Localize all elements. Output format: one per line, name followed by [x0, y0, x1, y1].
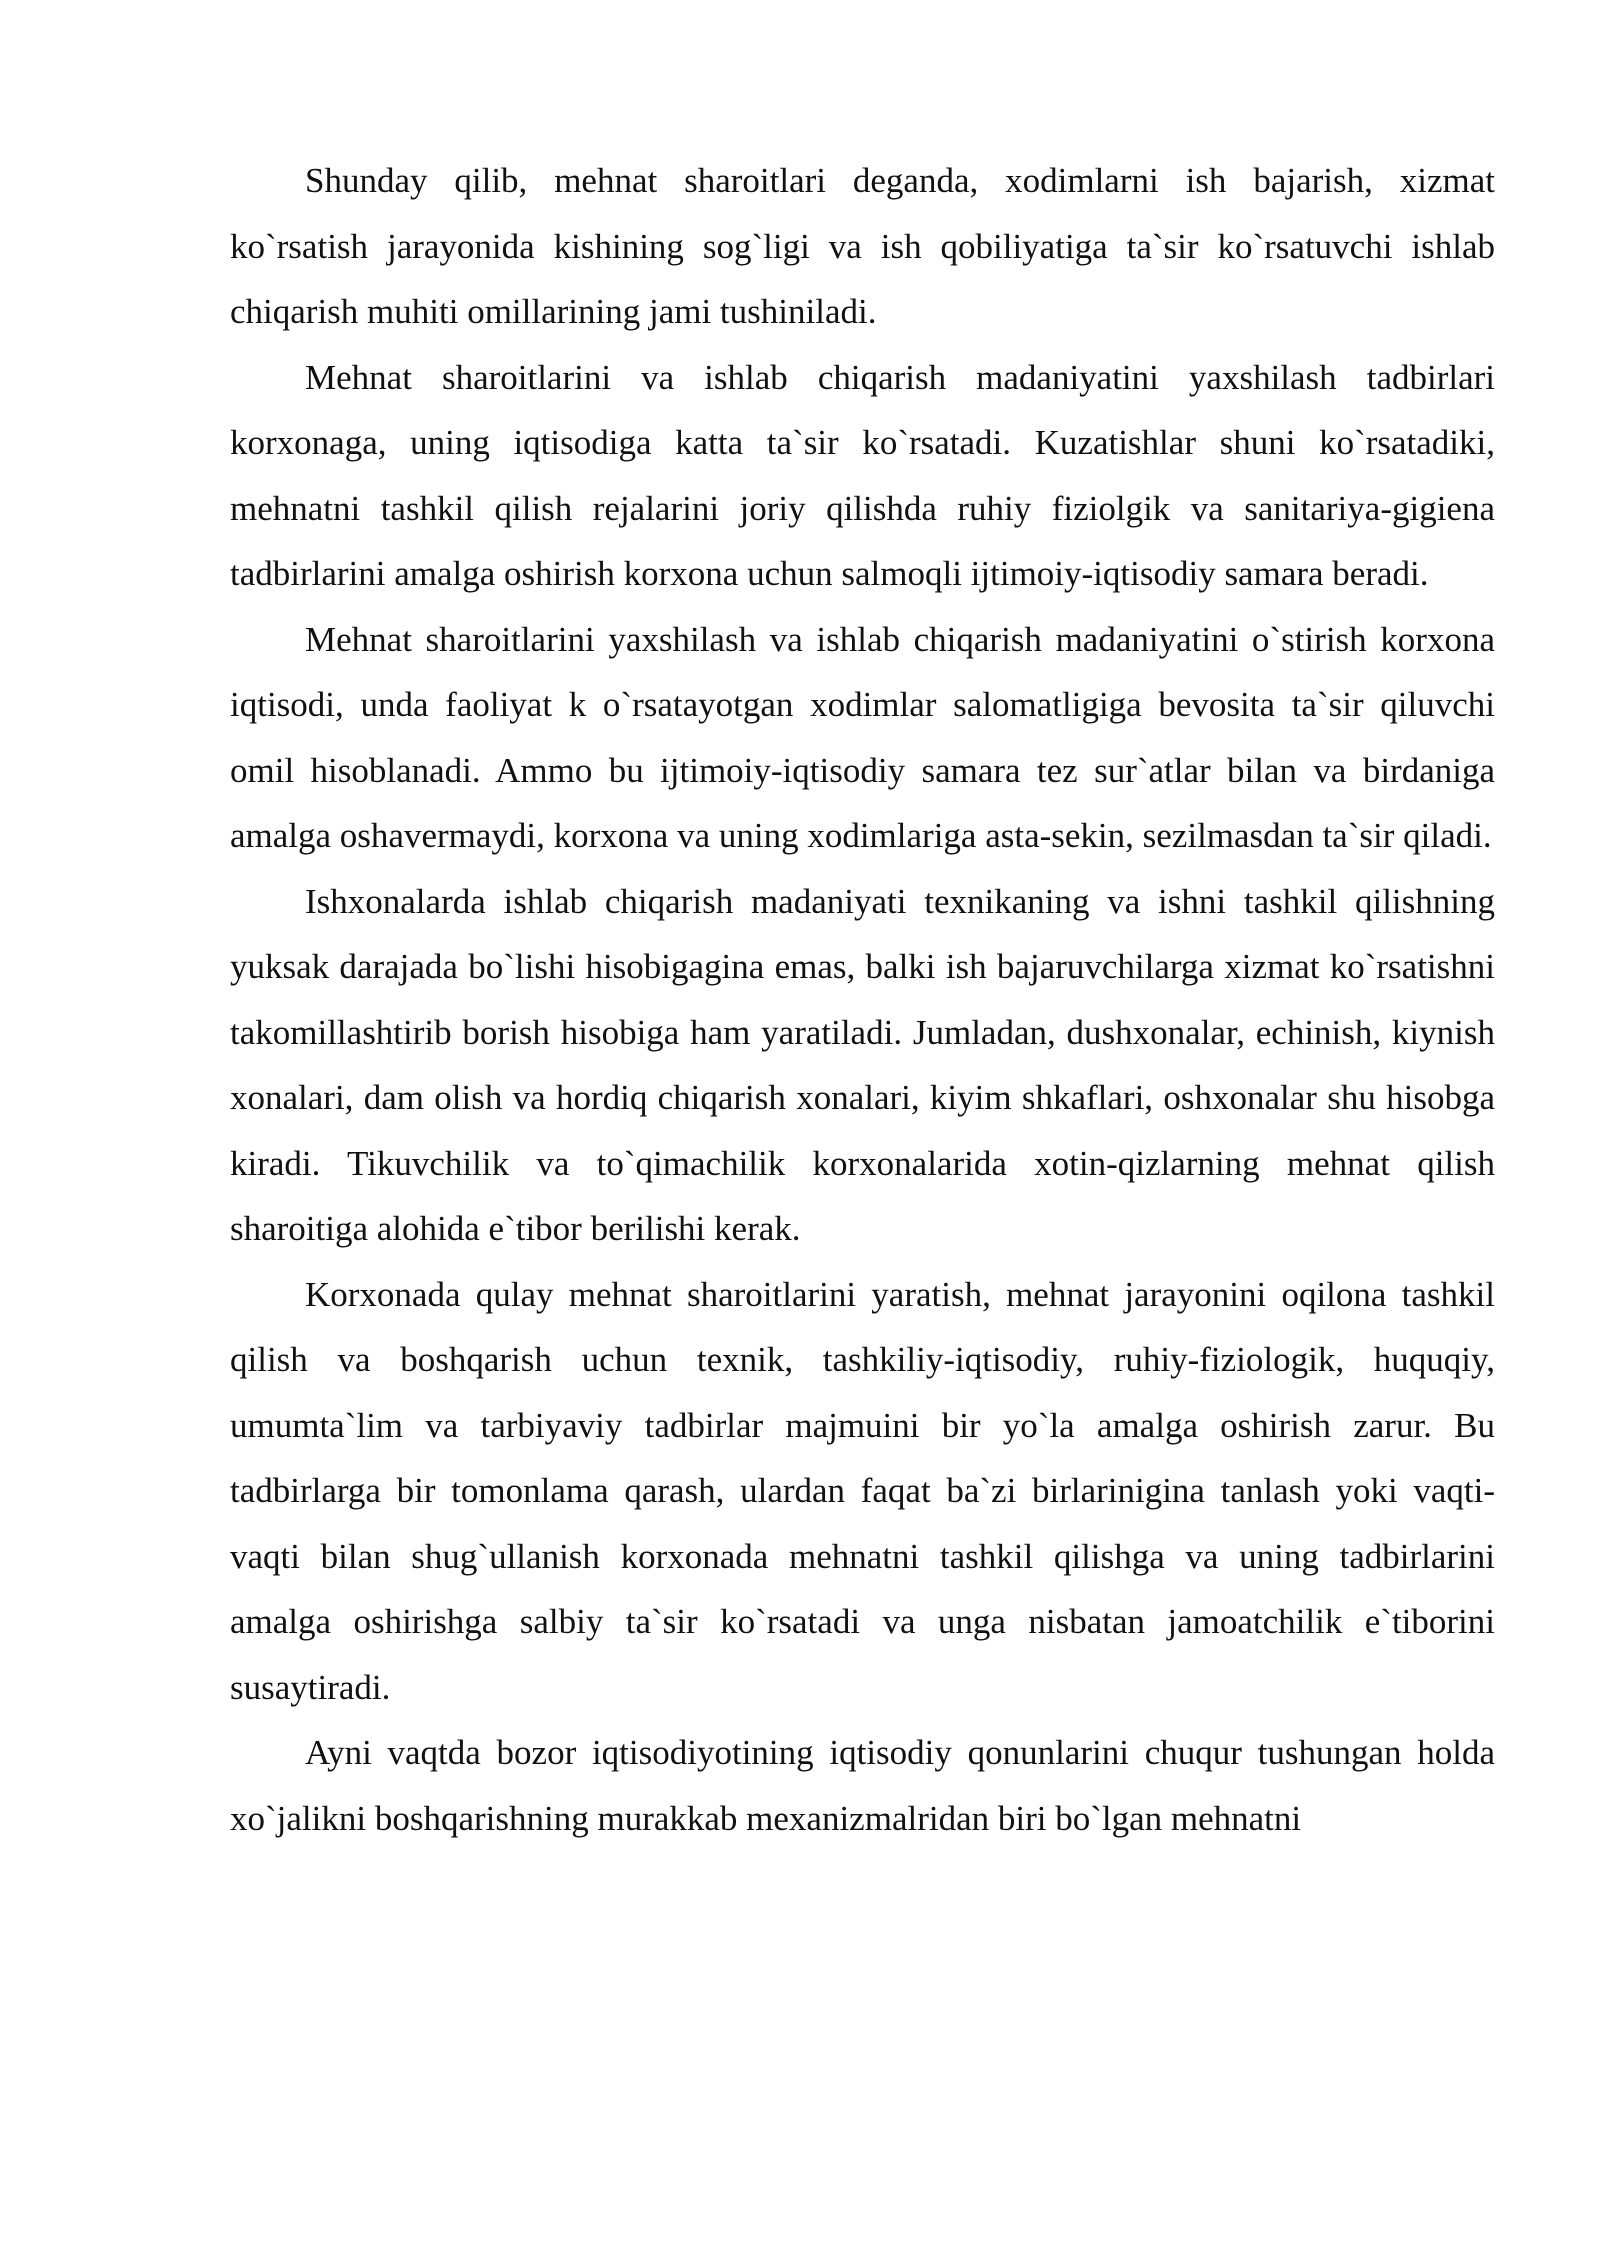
document-page — [230, 148, 1495, 1851]
paragraph-4: Ishxonalarda ishlab chiqarish madaniyati texnikaning va ishni tashkil qilishning yuksak darajada bo`lishi hisobigagina emas, balki ish bajaruvchilarga xizmat ko`rsatishni takomillashtirib borish hisobiga ham yaratiladi. Jumladan, dushxonalar, echinish, kiynish xonalari, dam olish va hordiq chiqarish xonalari, kiyim shkaflari, oshxonalar shu hisobga kiradi. Tikuvchilik va to`qimachilik korxonalarida xotin-qizlarning mehnat qilish sharoitiga alohida e`tibor berilishi kerak. — [230, 881, 1495, 1248]
paragraph-1: Shunday qilib, mehnat sharoitlari deganda, xodimlarni ish bajarish, xizmat ko`rsatish jarayonida kishining sog`ligi va ish qobiliyatiga ta`sir ko`rsatuvchi ishlab chiqarish muhiti omillarining jami tushiniladi. — [230, 161, 1495, 331]
paragraph-5: Korxonada qulay mehnat sharoitlarini yaratish, mehnat jarayonini oqilona tashkil qilish va boshqarish uchun texnik, tashkiliy-iqtisodiy, ruhiy-fiziologik, huquqiy, umumta`lim va tarbiyaviy tadbirlar majmuini bir yo`la amalga oshirish zarur. Bu tadbirlarga bir tomonlama qarash, ulardan faqat ba`zi birlarinigina tanlash yoki vaqti-vaqti bilan shug`ullanish korxonada mehnatni tashkil qilishga va uning tadbirlarini amalga oshirishga salbiy ta`sir ko`rsatadi va unga nisbatan jamoatchilik e`tiborini susaytiradi. — [230, 1274, 1495, 1707]
paragraph-3: Mehnat sharoitlarini yaxshilash va ishlab chiqarish madaniyatini o`stirish korxona iqtisodi, unda faoliyat k o`rsatayotgan xodimlar salomatligiga bevosita ta`sir qiluvchi omil hisoblanadi. Ammo bu ijtimoiy-iqtisodiy samara tez sur`atlar bilan va birdaniga amalga oshavermaydi, korxona va uning xodimlariga asta-sekin, sezilmasdan ta`sir qiladi. — [230, 619, 1495, 855]
paragraph-6: Ayni vaqtda bozor iqtisodiyotining iqtisodiy qonunlarini chuqur tushungan holda xo`jalikni boshqarishning murakkab mexanizmalridan biri bo`lgan mehnatni — [230, 1733, 1495, 1838]
paragraph-2: Mehnat sharoitlarini va ishlab chiqarish madaniyatini yaxshilash tadbirlari korxonaga, uning iqtisodiga katta ta`sir ko`rsatadi. Kuzatishlar shuni ko`rsatadiki, mehnatni tashkil qilish rejalarini joriy qilishda ruhiy fiziolgik va sanitariya-gigiena tadbirlarini amalga oshirish korxona uchun salmoqli ijtimoiy-iqtisodiy samara beradi. — [230, 357, 1495, 593]
